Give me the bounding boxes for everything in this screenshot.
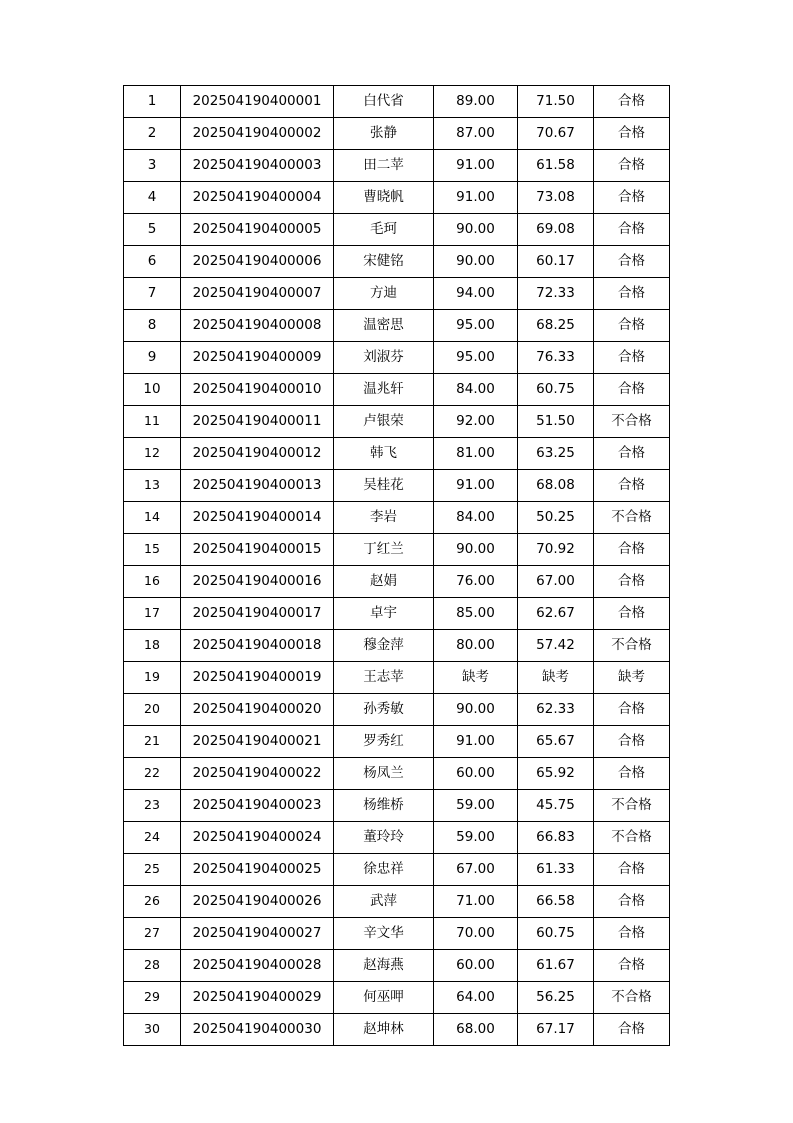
written-score-cell: 60.00 [434,950,518,982]
row-number-cell: 27 [124,918,181,950]
candidate-id-cell: 202504190400022 [181,758,334,790]
candidate-id-cell: 202504190400030 [181,1014,334,1046]
table-row [124,470,670,502]
candidate-name-cell: 孙秀敏 [334,694,434,726]
practical-score-cell: 60.75 [518,918,594,950]
practical-score-cell: 65.67 [518,726,594,758]
row-number-cell: 3 [124,150,181,182]
table-row [124,918,670,950]
written-score-cell: 81.00 [434,438,518,470]
candidate-id-cell: 202504190400023 [181,790,334,822]
result-cell: 合格 [594,854,670,886]
row-number-cell: 13 [124,470,181,502]
candidate-id-cell: 202504190400017 [181,598,334,630]
candidate-name-cell: 卢银荣 [334,406,434,438]
row-number-cell: 23 [124,790,181,822]
written-score-cell: 84.00 [434,502,518,534]
candidate-name-cell: 吴桂花 [334,470,434,502]
result-cell: 合格 [594,566,670,598]
result-cell: 合格 [594,1014,670,1046]
row-number-cell: 9 [124,342,181,374]
result-cell: 合格 [594,86,670,118]
result-cell: 合格 [594,918,670,950]
table-row [124,502,670,534]
result-cell: 不合格 [594,982,670,1014]
table-row [124,278,670,310]
table-row [124,86,670,118]
table-row [124,182,670,214]
candidate-name-cell: 董玲玲 [334,822,434,854]
practical-score-cell: 缺考 [518,662,594,694]
candidate-id-cell: 202504190400004 [181,182,334,214]
table-row [124,566,670,598]
result-cell: 不合格 [594,822,670,854]
practical-score-cell: 68.25 [518,310,594,342]
table-row [124,374,670,406]
written-score-cell: 91.00 [434,182,518,214]
practical-score-cell: 73.08 [518,182,594,214]
result-cell: 合格 [594,310,670,342]
candidate-id-cell: 202504190400024 [181,822,334,854]
practical-score-cell: 57.42 [518,630,594,662]
candidate-id-cell: 202504190400018 [181,630,334,662]
result-cell: 缺考 [594,662,670,694]
result-cell: 合格 [594,534,670,566]
row-number-cell: 2 [124,118,181,150]
candidate-id-cell: 202504190400005 [181,214,334,246]
practical-score-cell: 68.08 [518,470,594,502]
practical-score-cell: 67.00 [518,566,594,598]
written-score-cell: 84.00 [434,374,518,406]
table-row [124,150,670,182]
candidate-id-cell: 202504190400025 [181,854,334,886]
practical-score-cell: 56.25 [518,982,594,1014]
table-row [124,598,670,630]
table-row [124,982,670,1014]
written-score-cell: 59.00 [434,822,518,854]
candidate-id-cell: 202504190400015 [181,534,334,566]
written-score-cell: 76.00 [434,566,518,598]
written-score-cell: 64.00 [434,982,518,1014]
practical-score-cell: 50.25 [518,502,594,534]
practical-score-cell: 60.75 [518,374,594,406]
row-number-cell: 19 [124,662,181,694]
result-cell: 合格 [594,150,670,182]
result-cell: 合格 [594,374,670,406]
row-number-cell: 14 [124,502,181,534]
result-cell: 合格 [594,950,670,982]
result-cell: 合格 [594,886,670,918]
table-row [124,310,670,342]
row-number-cell: 11 [124,406,181,438]
practical-score-cell: 45.75 [518,790,594,822]
written-score-cell: 90.00 [434,214,518,246]
practical-score-cell: 61.58 [518,150,594,182]
result-cell: 合格 [594,438,670,470]
candidate-name-cell: 赵海燕 [334,950,434,982]
row-number-cell: 1 [124,86,181,118]
candidate-name-cell: 武萍 [334,886,434,918]
row-number-cell: 12 [124,438,181,470]
written-score-cell: 60.00 [434,758,518,790]
row-number-cell: 17 [124,598,181,630]
written-score-cell: 95.00 [434,310,518,342]
candidate-id-cell: 202504190400012 [181,438,334,470]
practical-score-cell: 61.67 [518,950,594,982]
table-row [124,886,670,918]
practical-score-cell: 69.08 [518,214,594,246]
table-row [124,438,670,470]
row-number-cell: 24 [124,822,181,854]
row-number-cell: 10 [124,374,181,406]
candidate-name-cell: 卓宇 [334,598,434,630]
result-cell: 合格 [594,118,670,150]
result-cell: 不合格 [594,502,670,534]
row-number-cell: 5 [124,214,181,246]
result-cell: 不合格 [594,630,670,662]
candidate-id-cell: 202504190400010 [181,374,334,406]
result-cell: 合格 [594,342,670,374]
candidate-id-cell: 202504190400028 [181,950,334,982]
practical-score-cell: 65.92 [518,758,594,790]
table-row [124,758,670,790]
candidate-name-cell: 穆金萍 [334,630,434,662]
candidate-name-cell: 赵娟 [334,566,434,598]
candidate-id-cell: 202504190400007 [181,278,334,310]
practical-score-cell: 71.50 [518,86,594,118]
candidate-id-cell: 202504190400001 [181,86,334,118]
practical-score-cell: 66.83 [518,822,594,854]
written-score-cell: 91.00 [434,470,518,502]
candidate-name-cell: 杨维桥 [334,790,434,822]
written-score-cell: 80.00 [434,630,518,662]
row-number-cell: 25 [124,854,181,886]
practical-score-cell: 76.33 [518,342,594,374]
row-number-cell: 8 [124,310,181,342]
written-score-cell: 67.00 [434,854,518,886]
table-row [124,950,670,982]
candidate-id-cell: 202504190400029 [181,982,334,1014]
written-score-cell: 89.00 [434,86,518,118]
result-cell: 合格 [594,694,670,726]
candidate-name-cell: 刘淑芬 [334,342,434,374]
candidate-id-cell: 202504190400016 [181,566,334,598]
table-row [124,694,670,726]
candidate-id-cell: 202504190400008 [181,310,334,342]
practical-score-cell: 66.58 [518,886,594,918]
row-number-cell: 7 [124,278,181,310]
written-score-cell: 缺考 [434,662,518,694]
candidate-name-cell: 张静 [334,118,434,150]
table-row [124,1014,670,1046]
table-row [124,630,670,662]
practical-score-cell: 61.33 [518,854,594,886]
result-cell: 合格 [594,182,670,214]
row-number-cell: 28 [124,950,181,982]
candidate-id-cell: 202504190400020 [181,694,334,726]
candidate-name-cell: 温兆轩 [334,374,434,406]
written-score-cell: 68.00 [434,1014,518,1046]
candidate-name-cell: 王志苹 [334,662,434,694]
results-table [123,85,670,1046]
result-cell: 合格 [594,246,670,278]
candidate-id-cell: 202504190400027 [181,918,334,950]
table-row [124,662,670,694]
result-cell: 合格 [594,214,670,246]
written-score-cell: 90.00 [434,534,518,566]
result-cell: 不合格 [594,406,670,438]
table-row [124,854,670,886]
row-number-cell: 20 [124,694,181,726]
candidate-id-cell: 202504190400002 [181,118,334,150]
row-number-cell: 4 [124,182,181,214]
result-cell: 合格 [594,758,670,790]
row-number-cell: 18 [124,630,181,662]
candidate-name-cell: 李岩 [334,502,434,534]
practical-score-cell: 63.25 [518,438,594,470]
candidate-name-cell: 杨凤兰 [334,758,434,790]
row-number-cell: 30 [124,1014,181,1046]
table-row [124,726,670,758]
practical-score-cell: 70.92 [518,534,594,566]
written-score-cell: 85.00 [434,598,518,630]
candidate-name-cell: 温密思 [334,310,434,342]
table-row [124,822,670,854]
table-row [124,790,670,822]
candidate-name-cell: 赵坤林 [334,1014,434,1046]
result-cell: 不合格 [594,790,670,822]
candidate-name-cell: 方迪 [334,278,434,310]
table-row [124,406,670,438]
written-score-cell: 91.00 [434,726,518,758]
candidate-id-cell: 202504190400013 [181,470,334,502]
table-row [124,214,670,246]
table-row [124,534,670,566]
result-cell: 合格 [594,278,670,310]
row-number-cell: 22 [124,758,181,790]
candidate-name-cell: 白代省 [334,86,434,118]
practical-score-cell: 62.33 [518,694,594,726]
candidate-name-cell: 罗秀红 [334,726,434,758]
candidate-name-cell: 徐忠祥 [334,854,434,886]
results-table-body [124,86,670,1046]
candidate-id-cell: 202504190400006 [181,246,334,278]
candidate-id-cell: 202504190400009 [181,342,334,374]
written-score-cell: 70.00 [434,918,518,950]
candidate-name-cell: 韩飞 [334,438,434,470]
practical-score-cell: 67.17 [518,1014,594,1046]
written-score-cell: 59.00 [434,790,518,822]
written-score-cell: 91.00 [434,150,518,182]
candidate-name-cell: 辛文华 [334,918,434,950]
written-score-cell: 94.00 [434,278,518,310]
row-number-cell: 6 [124,246,181,278]
candidate-id-cell: 202504190400011 [181,406,334,438]
table-row [124,342,670,374]
written-score-cell: 95.00 [434,342,518,374]
written-score-cell: 90.00 [434,246,518,278]
row-number-cell: 26 [124,886,181,918]
row-number-cell: 16 [124,566,181,598]
row-number-cell: 15 [124,534,181,566]
practical-score-cell: 60.17 [518,246,594,278]
table-row [124,118,670,150]
practical-score-cell: 70.67 [518,118,594,150]
written-score-cell: 71.00 [434,886,518,918]
candidate-id-cell: 202504190400026 [181,886,334,918]
practical-score-cell: 62.67 [518,598,594,630]
candidate-name-cell: 曹晓帆 [334,182,434,214]
result-cell: 合格 [594,470,670,502]
row-number-cell: 29 [124,982,181,1014]
result-cell: 合格 [594,726,670,758]
candidate-id-cell: 202504190400019 [181,662,334,694]
practical-score-cell: 72.33 [518,278,594,310]
candidate-id-cell: 202504190400003 [181,150,334,182]
candidate-name-cell: 田二苹 [334,150,434,182]
result-cell: 合格 [594,598,670,630]
candidate-id-cell: 202504190400021 [181,726,334,758]
candidate-name-cell: 毛珂 [334,214,434,246]
written-score-cell: 87.00 [434,118,518,150]
written-score-cell: 92.00 [434,406,518,438]
candidate-name-cell: 丁红兰 [334,534,434,566]
practical-score-cell: 51.50 [518,406,594,438]
row-number-cell: 21 [124,726,181,758]
written-score-cell: 90.00 [434,694,518,726]
table-row [124,246,670,278]
candidate-id-cell: 202504190400014 [181,502,334,534]
candidate-name-cell: 宋健铭 [334,246,434,278]
candidate-name-cell: 何巫呷 [334,982,434,1014]
